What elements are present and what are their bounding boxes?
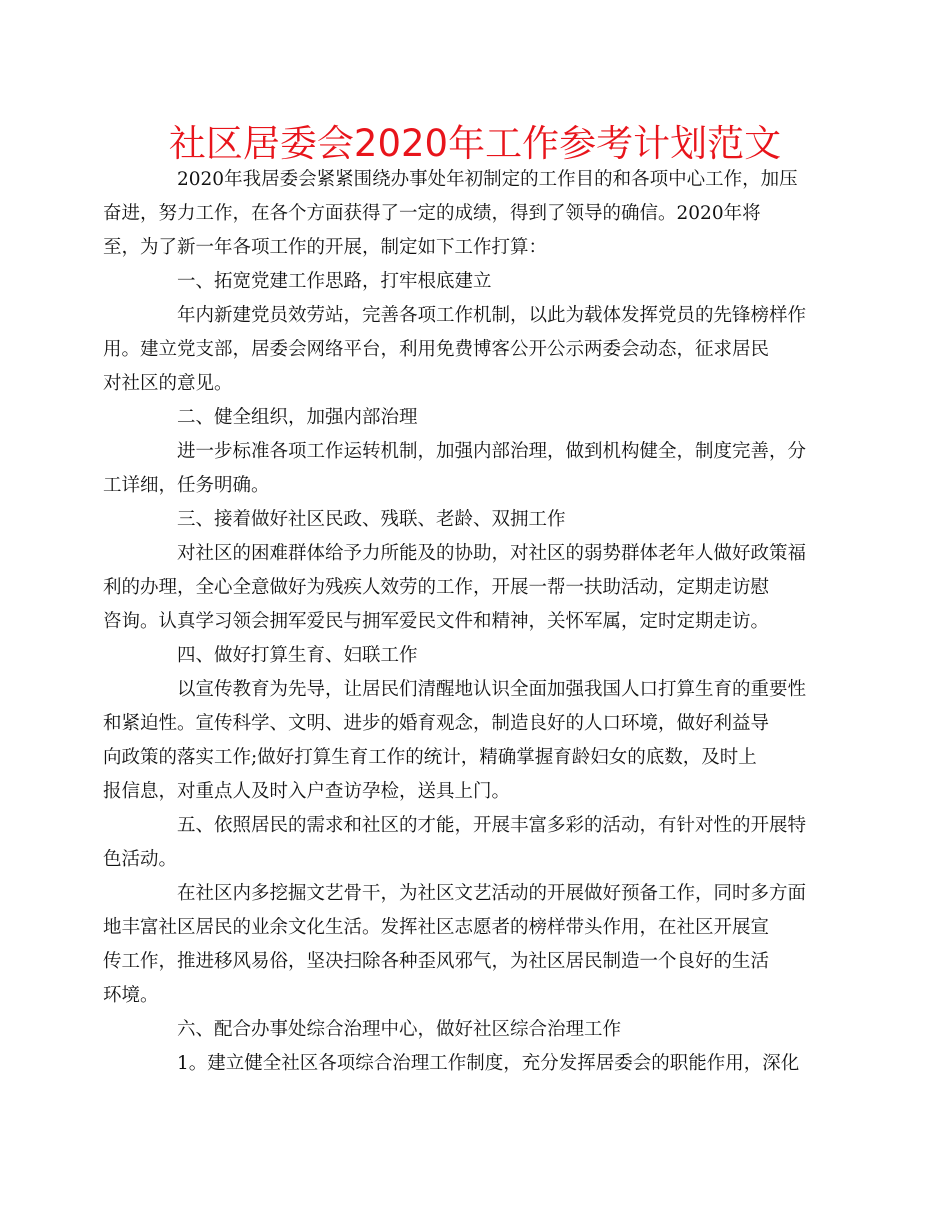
paragraph — [103, 809, 812, 877]
paragraph-line: 五、依照居民的需求和社区的才能，开展丰富多彩的活动，有针对性的开展特 — [177, 815, 807, 836]
paragraph-line: 至，为了新一年各项工作的开展，制定如下工作打算： — [103, 237, 548, 258]
paragraph-line: 色活动。 — [103, 849, 178, 870]
paragraph — [103, 877, 812, 1013]
paragraph-line: 对社区的意见。 — [103, 373, 233, 394]
document-body — [103, 163, 812, 1081]
paragraph-line: 四、做好打算生育、妇联工作 — [177, 645, 418, 666]
paragraph-line: 2020年我居委会紧紧围绕办事处年初制定的工作目的和各项中心工作，加压 — [177, 169, 798, 190]
paragraph-line: 传工作，推进移风易俗，坚决扫除各种歪风邪气，为社区居民制造一个良好的生活 — [103, 951, 770, 972]
paragraph — [140, 1047, 812, 1081]
paragraph-line: 在社区内多挖掘文艺骨干，为社区文艺活动的开展做好预备工作，同时多方面 — [177, 883, 807, 904]
paragraph-line: 咨询。认真学习领会拥军爱民与拥军爱民文件和精神，关怀军属，定时定期走访。 — [103, 611, 770, 632]
paragraph — [140, 265, 812, 299]
paragraph-line: 年内新建党员效劳站，完善各项工作机制，以此为载体发挥党员的先锋榜样作 — [177, 305, 807, 326]
paragraph-line: 工详细，任务明确。 — [103, 475, 270, 496]
paragraph — [103, 299, 812, 401]
paragraph — [140, 401, 812, 435]
paragraph-line: 以宣传教育为先导，让居民们清醒地认识全面加强我国人口打算生育的重要性 — [177, 679, 807, 700]
paragraph-line: 六、配合办事处综合治理中心，做好社区综合治理工作 — [177, 1019, 622, 1040]
paragraph — [140, 1013, 812, 1047]
paragraph-line: 1。建立健全社区各项综合治理工作制度，充分发挥居委会的职能作用，深化 — [177, 1053, 800, 1074]
paragraph-line: 地丰富社区居民的业余文化生活。发挥社区志愿者的榜样带头作用，在社区开展宣 — [103, 917, 770, 938]
paragraph — [140, 503, 812, 537]
paragraph-line: 进一步标准各项工作运转机制，加强内部治理，做到机构健全，制度完善，分 — [177, 441, 807, 462]
paragraph-line: 一、拓宽党建工作思路，打牢根底建立 — [177, 271, 492, 292]
paragraph-line: 向政策的落实工作;做好打算生育工作的统计，精确掌握育龄妇女的底数，及时上 — [103, 747, 757, 768]
paragraph-line: 利的办理，全心全意做好为残疾人效劳的工作，开展一帮一扶助活动，定期走访慰 — [103, 577, 770, 598]
paragraph-line: 和紧迫性。宣传科学、文明、进步的婚育观念，制造良好的人口环境，做好利益导 — [103, 713, 770, 734]
paragraph-line: 环境。 — [103, 985, 159, 1006]
paragraph — [103, 435, 812, 503]
paragraph — [103, 673, 812, 809]
document-title: 社区居委会2020年工作参考计划范文 — [168, 122, 782, 165]
paragraph-line: 报信息，对重点人及时入户查访孕检，送具上门。 — [103, 781, 511, 802]
paragraph — [103, 537, 812, 639]
paragraph — [140, 639, 812, 673]
paragraph-line: 三、接着做好社区民政、残联、老龄、双拥工作 — [177, 509, 566, 530]
paragraph-line: 对社区的困难群体给予力所能及的协助，对社区的弱势群体老年人做好政策福 — [177, 543, 807, 564]
paragraph — [103, 163, 812, 265]
paragraph-line: 二、健全组织，加强内部治理 — [177, 407, 418, 428]
paragraph-line: 奋进，努力工作，在各个方面获得了一定的成绩，得到了领导的确信。2020年将 — [103, 203, 761, 224]
paragraph-line: 用。建立党支部，居委会网络平台，利用免费博客公开公示两委会动态，征求居民 — [103, 339, 770, 360]
